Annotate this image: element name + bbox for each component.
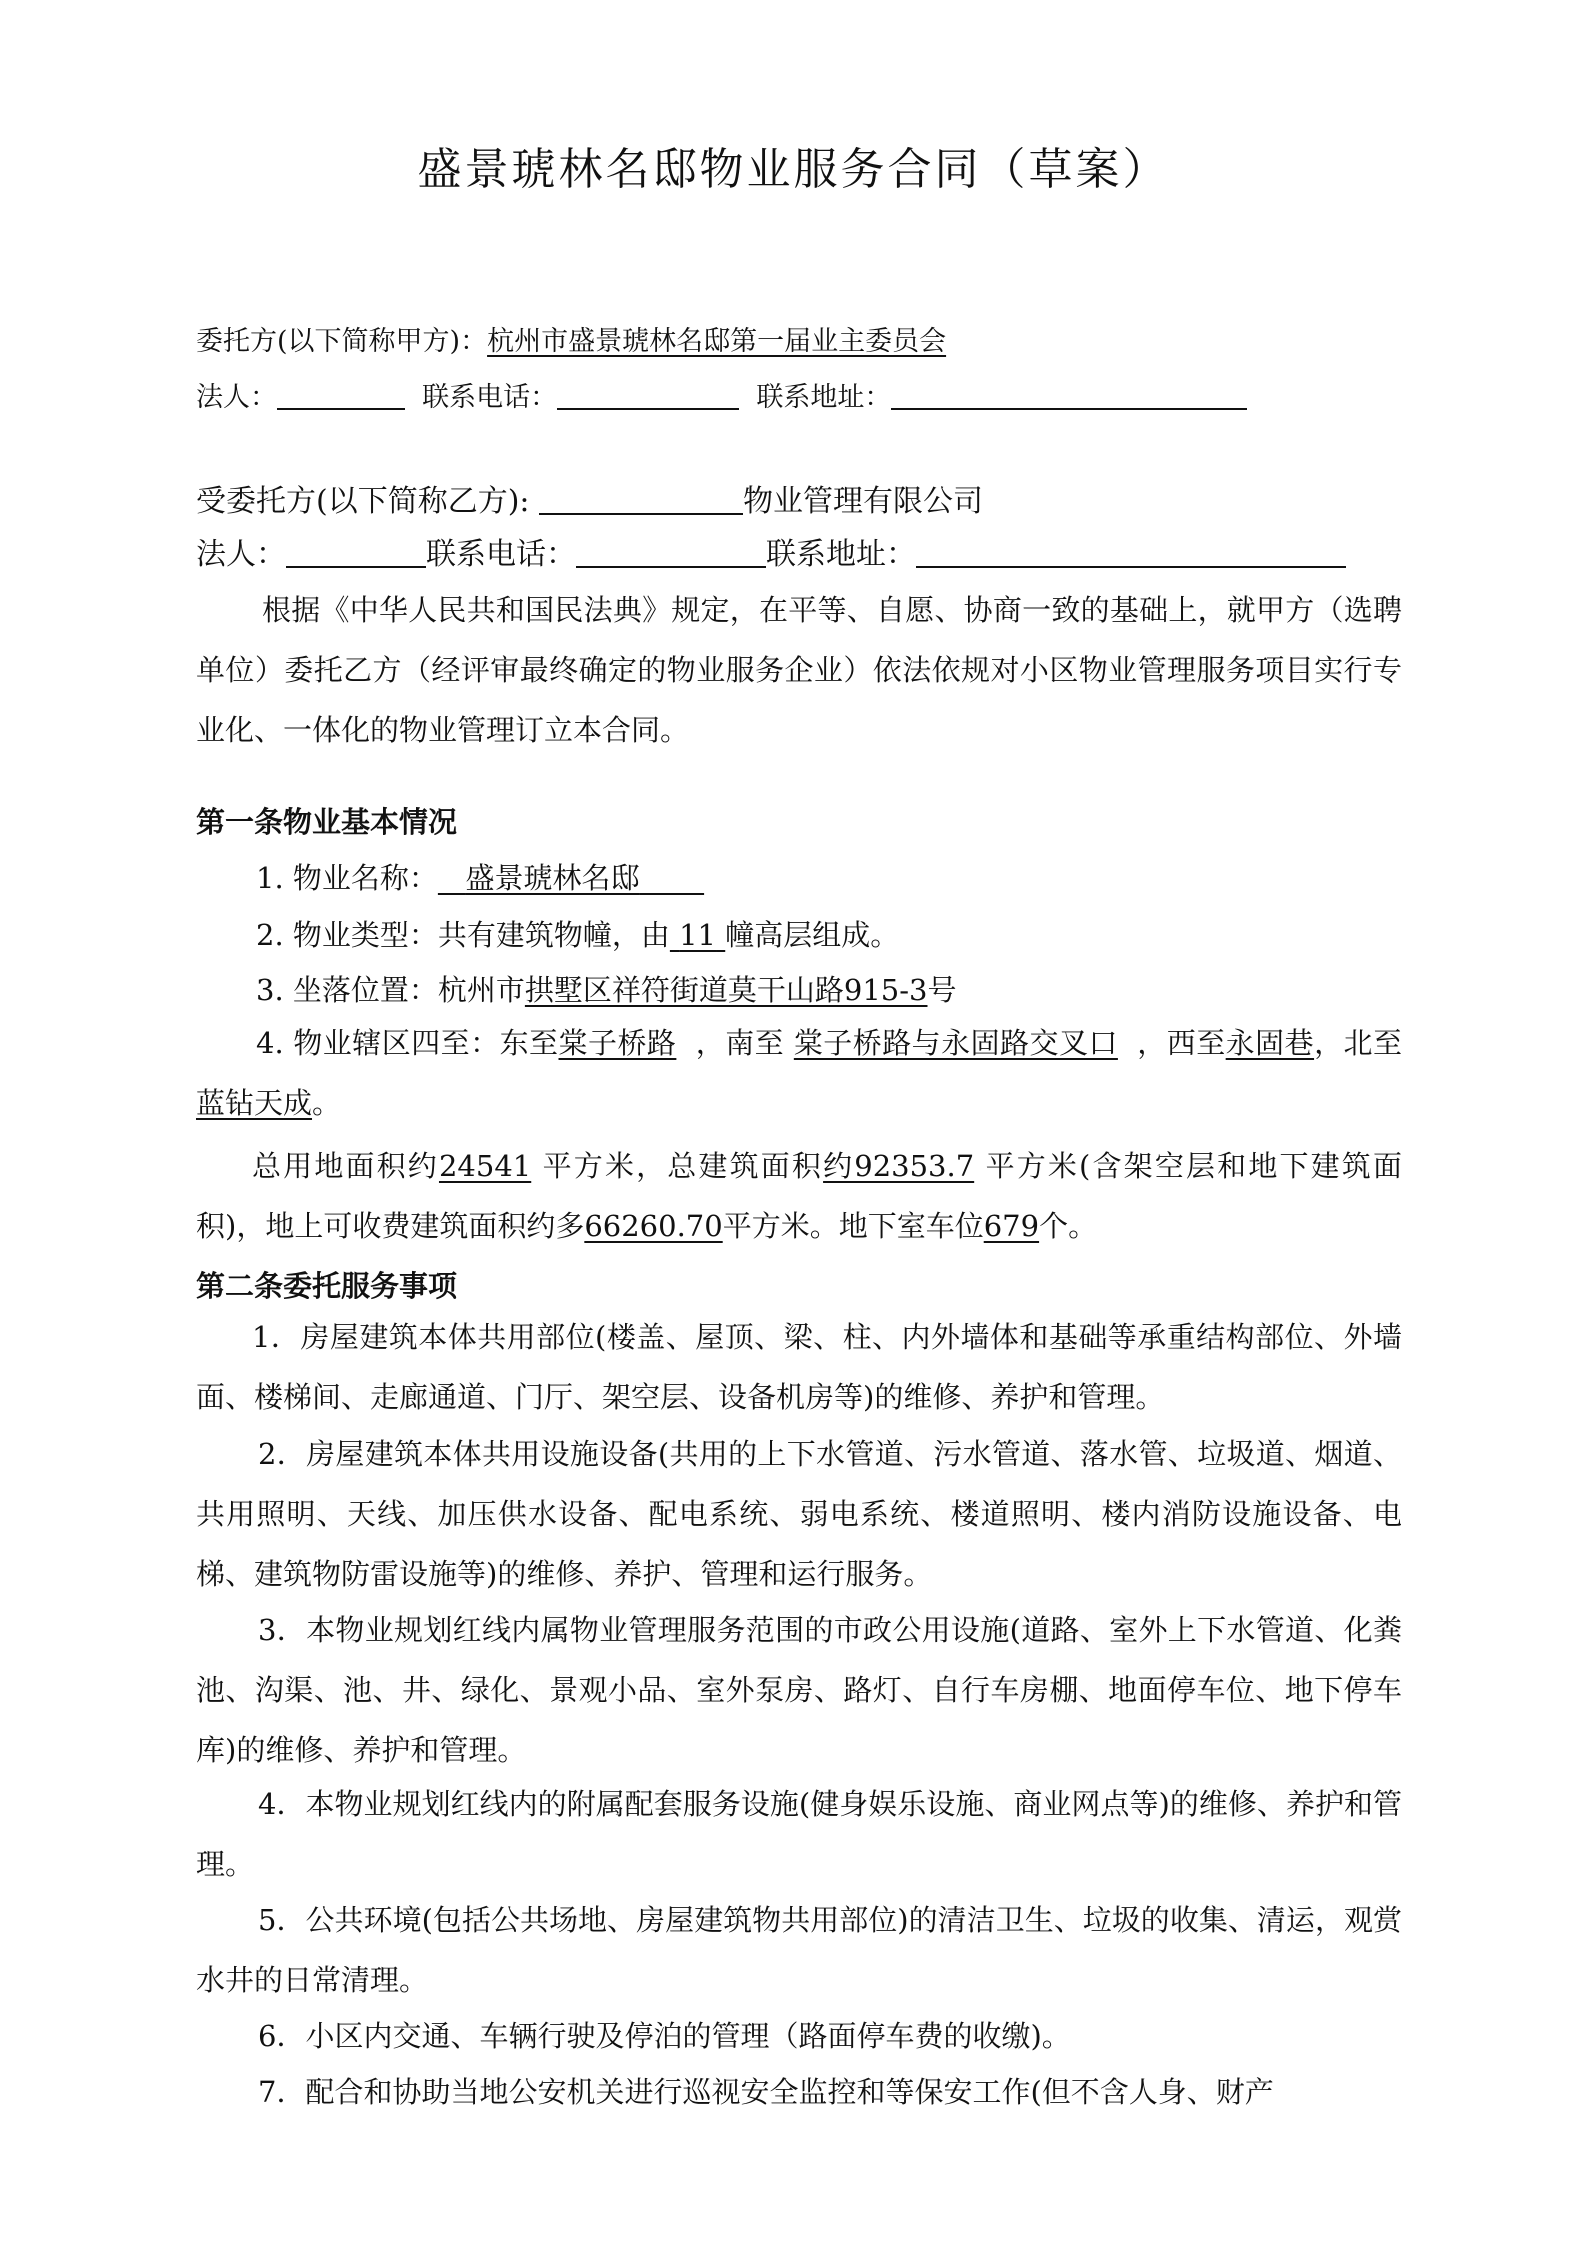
article-1-heading: 第一条物业基本情况	[196, 805, 458, 839]
party-b-phone-label: 联系电话：	[426, 537, 576, 572]
property-location: 拱墅区祥符街道莫干山路915-3	[524, 973, 928, 1007]
area-text-4: 平方米。地下室车位	[722, 1209, 984, 1243]
party-b-label: 受委托方(以下简称乙方):	[196, 484, 530, 519]
property-name-value: 盛景琥林名邸	[465, 861, 640, 895]
party-b-phone-blank	[576, 536, 766, 568]
party-b-legal-blank	[286, 536, 426, 568]
party-a-legal-label: 法人：	[196, 382, 277, 413]
area-text-3: 平方米(含架空层和地下建筑面积)，地上可收费建筑面积约多	[196, 1149, 1402, 1243]
party-a-address-blank	[891, 378, 1247, 410]
article-1-item-2	[256, 915, 899, 955]
property-name	[438, 861, 704, 895]
party-b-address-blank	[916, 536, 1346, 568]
boundary-east: 棠子桥路	[558, 1026, 677, 1060]
building-area: 约92353.7	[823, 1149, 975, 1183]
item-4-prefix: 4. 物业辖区四至：东至	[256, 1026, 559, 1060]
party-a-contact-line	[196, 378, 1406, 418]
article-1-item-4	[196, 1013, 1402, 1133]
area-paragraph	[196, 1136, 1402, 1256]
item-1-prefix: 1. 物业名称：	[256, 861, 438, 895]
party-a-name: 杭州市盛景琥林名邸第一届业主委员会	[487, 326, 947, 357]
preamble-paragraph: 根据《中华人民共和国民法典》规定，在平等、自愿、协商一致的基础上，就甲方（选聘单位）委托乙方（经评审最终确定的物业服务企业）依法依规对小区物业管理服务项目实行专业化、一体化的物业管理订立本合同。	[196, 593, 1402, 747]
west-label: ，西至	[1137, 1026, 1226, 1060]
parking-count: 679	[983, 1209, 1040, 1243]
party-b-line	[196, 482, 1406, 522]
area-text-1: 总用地面积约	[252, 1149, 439, 1183]
area-text-5: 个。	[1039, 1209, 1098, 1243]
party-b-suffix: 物业管理有限公司	[743, 484, 984, 519]
item-2-suffix: 幢高层组成。	[725, 918, 900, 952]
party-a-label: 委托方(以下简称甲方)：	[196, 326, 488, 357]
party-b-address-label: 联系地址：	[766, 537, 916, 572]
document-title: 盛景琥林名邸物业服务合同（草案）	[417, 144, 1170, 195]
boundary-south: 棠子桥路与永固路交叉口	[793, 1026, 1118, 1060]
article-2-item-3: 3．本物业规划红线内属物业管理服务范围的市政公用设施(道路、室外上下水管道、化粪池、沟渠、池、井、绿化、景观小品、室外泵房、路灯、自行车房棚、地面停车位、地下停车库)的维修、养护和管理。	[196, 1613, 1402, 1767]
land-area: 24541	[438, 1149, 532, 1183]
south-label: ，南至	[695, 1026, 785, 1060]
article-1-item-3	[256, 970, 957, 1010]
party-a-address-label: 联系地址：	[756, 382, 892, 413]
party-a-phone-blank	[557, 378, 739, 410]
item-3-prefix: 3. 坐落位置：杭州市	[256, 973, 525, 1007]
party-b-contact-line	[196, 535, 1406, 575]
article-2-heading: 第二条委托服务事项	[196, 1269, 458, 1303]
article-1-item-1	[256, 858, 704, 898]
article-2-item-6: 6．小区内交通、车辆行驶及停泊的管理（路面停车费的收缴)。	[258, 2019, 1071, 2053]
article-2-item-7: 7．配合和协助当地公安机关进行巡视安全监控和等保安工作(但不含人身、财产	[258, 2075, 1274, 2109]
article-2-item-5: 5．公共环境(包括公共场地、房屋建筑物共用部位)的清洁卫生、垃圾的收集、清运，观赏水井的日常清理。	[196, 1903, 1402, 1997]
party-a-legal-blank	[277, 378, 405, 410]
building-count	[670, 918, 725, 952]
article-2-item-4: 4．本物业规划红线内的附属配套服务设施(健身娱乐设施、商业网点等)的维修、养护和管理。	[196, 1787, 1402, 1881]
article-2-item-2: 2．房屋建筑本体共用设施设备(共用的上下水管道、污水管道、落水管、垃圾道、烟道、共用照明、天线、加压供水设备、配电系统、弱电系统、楼道照明、楼内消防设施设备、电梯、建筑物防雷设施等)的维修、养护、管理和运行服务。	[196, 1437, 1402, 1591]
boundary-north: 蓝钻天成	[196, 1086, 313, 1120]
boundary-west: 永固巷	[1225, 1026, 1315, 1060]
chargeable-area: 66260.70	[584, 1209, 723, 1243]
item-4-end: 。	[312, 1086, 342, 1120]
article-2-item-1: 1．房屋建筑本体共用部位(楼盖、屋顶、梁、柱、内外墙体和基础等承重结构部位、外墙面、楼梯间、走廊通道、门厅、架空层、设备机房等)的维修、养护和管理。	[196, 1320, 1402, 1414]
party-b-name-blank	[539, 483, 743, 515]
area-text-2: 平方米，总建筑面积	[542, 1149, 824, 1183]
north-label: ，北至	[1314, 1026, 1402, 1060]
party-a-phone-label: 联系电话：	[422, 382, 558, 413]
party-a-line	[196, 322, 1406, 362]
party-b-legal-label: 法人：	[196, 537, 286, 572]
item-2-prefix: 2. 物业类型：共有建筑物幢，由	[256, 918, 670, 952]
item-3-suffix: 号	[927, 973, 957, 1007]
building-count-value: 11	[679, 918, 717, 952]
